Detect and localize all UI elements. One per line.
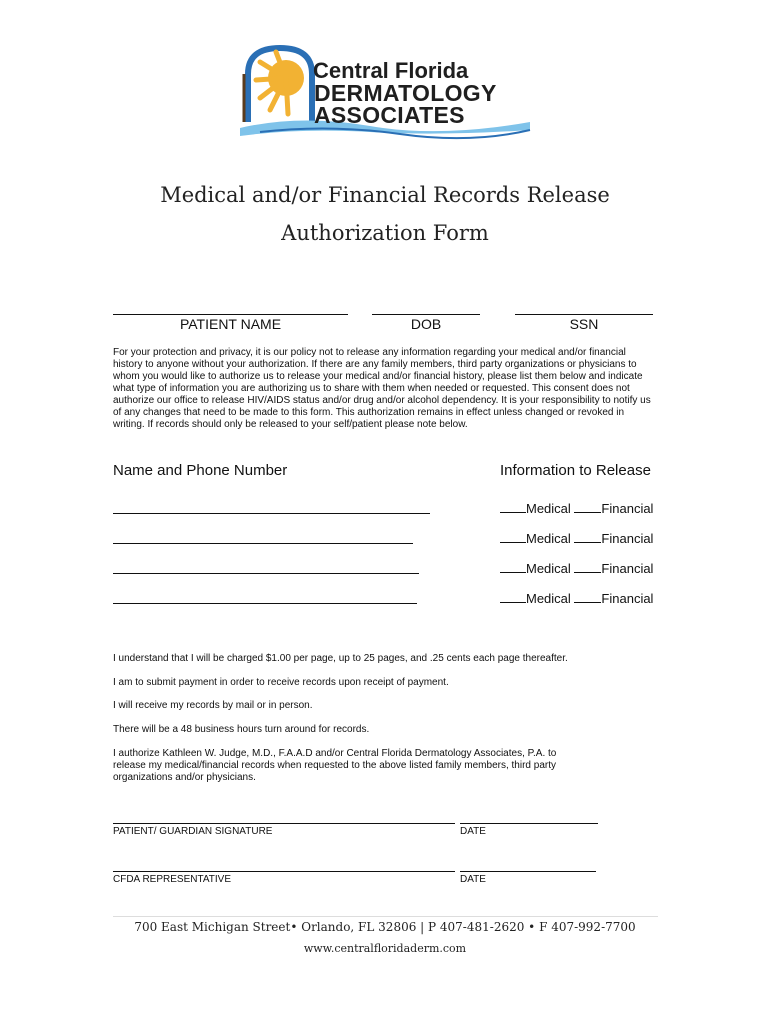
patient-date-label: DATE bbox=[460, 826, 486, 837]
medical-check-4[interactable] bbox=[500, 590, 526, 603]
medical-check-3[interactable] bbox=[500, 560, 526, 573]
name-phone-header: Name and Phone Number bbox=[113, 462, 288, 479]
financial-check-2[interactable] bbox=[574, 530, 601, 543]
rep-signature-label: CFDA REPRESENTATIVE bbox=[113, 874, 231, 885]
ssn-label: SSN bbox=[569, 316, 599, 332]
payment-statement: I am to submit payment in order to receive records upon receipt of payment. bbox=[113, 677, 449, 688]
rep-signature-field[interactable] bbox=[113, 871, 455, 872]
financial-label-4: Financial bbox=[601, 591, 654, 606]
logo-text-line1: Central Florida bbox=[313, 58, 469, 83]
patient-signature-label: PATIENT/ GUARDIAN SIGNATURE bbox=[113, 826, 273, 837]
release-options-1 bbox=[500, 500, 653, 516]
medical-check-2[interactable] bbox=[500, 530, 526, 543]
footer-divider bbox=[113, 916, 658, 917]
recipient-field-1[interactable] bbox=[113, 513, 430, 514]
medical-label-2: Medical bbox=[526, 531, 571, 546]
release-options-2 bbox=[500, 530, 653, 546]
rep-date-field[interactable] bbox=[460, 871, 596, 872]
footer-website[interactable]: www.centralfloridaderm.com bbox=[303, 942, 467, 955]
footer-address: 700 East Michigan Street• Orlando, FL 32806 | P 407-481-2620 • F 407-992-7700 bbox=[134, 920, 636, 934]
medical-check-1[interactable] bbox=[500, 500, 526, 513]
recipient-field-2[interactable] bbox=[113, 543, 413, 544]
dob-field[interactable] bbox=[372, 314, 480, 315]
patient-date-field[interactable] bbox=[460, 823, 598, 824]
info-release-header: Information to Release bbox=[500, 462, 651, 479]
release-options-4 bbox=[500, 590, 653, 606]
logo-text-line3: ASSOCIATES bbox=[314, 102, 465, 128]
patient-name-label: PATIENT NAME bbox=[179, 316, 282, 332]
form-title-line2: Authorization Form bbox=[281, 221, 489, 245]
medical-label-1: Medical bbox=[526, 501, 571, 516]
delivery-statement: I will receive my records by mail or in person. bbox=[113, 700, 313, 711]
recipient-field-3[interactable] bbox=[113, 573, 419, 574]
medical-label-3: Medical bbox=[526, 561, 571, 576]
release-options-3 bbox=[500, 560, 653, 576]
financial-label-1: Financial bbox=[601, 501, 654, 516]
logo-text-line2: DERMATOLOGY bbox=[314, 80, 497, 106]
ssn-field[interactable] bbox=[515, 314, 653, 315]
dob-label: DOB bbox=[410, 316, 442, 332]
authorization-statement: I authorize Kathleen W. Judge, M.D., F.A.A.D and/or Central Florida Dermatology Associates, P.A. to release my medical/financial records when requested to the above listed family members, third party organizations and/or physicians. bbox=[113, 748, 557, 783]
patient-signature-field[interactable] bbox=[113, 823, 455, 824]
financial-label-3: Financial bbox=[601, 561, 654, 576]
financial-check-4[interactable] bbox=[574, 590, 601, 603]
financial-check-1[interactable] bbox=[574, 500, 601, 513]
form-title-line1: Medical and/or Financial Records Release bbox=[160, 183, 610, 207]
recipient-field-4[interactable] bbox=[113, 603, 417, 604]
financial-check-3[interactable] bbox=[574, 560, 601, 573]
rep-date-label: DATE bbox=[460, 874, 486, 885]
turnaround-statement: There will be a 48 business hours turn around for records. bbox=[113, 724, 370, 735]
medical-label-4: Medical bbox=[526, 591, 571, 606]
charge-statement: I understand that I will be charged $1.00 per page, up to 25 pages, and .25 cents each page thereafter. bbox=[113, 653, 568, 664]
policy-paragraph: For your protection and privacy, it is our policy not to release any information regarding your medical and/or financial history to anyone without your authorization. If there are any family members, third party organizations or physicians to whom you would like to authorize us to release your medical and/or financial history, please list them below and indicate what type of information you are authorizing us to share with them when needed or requested. This consent does not authorize our office to release HIV/AIDS status and/or drug and/or alcohol dependency. It is your responsibility to notify us of any changes that need to be made to this form. This authorization remains in effect unless changed or revoked in writing. If records should only be released to your self/patient please note below. bbox=[113, 347, 651, 430]
financial-label-2: Financial bbox=[601, 531, 654, 546]
patient-name-field[interactable] bbox=[113, 314, 348, 315]
